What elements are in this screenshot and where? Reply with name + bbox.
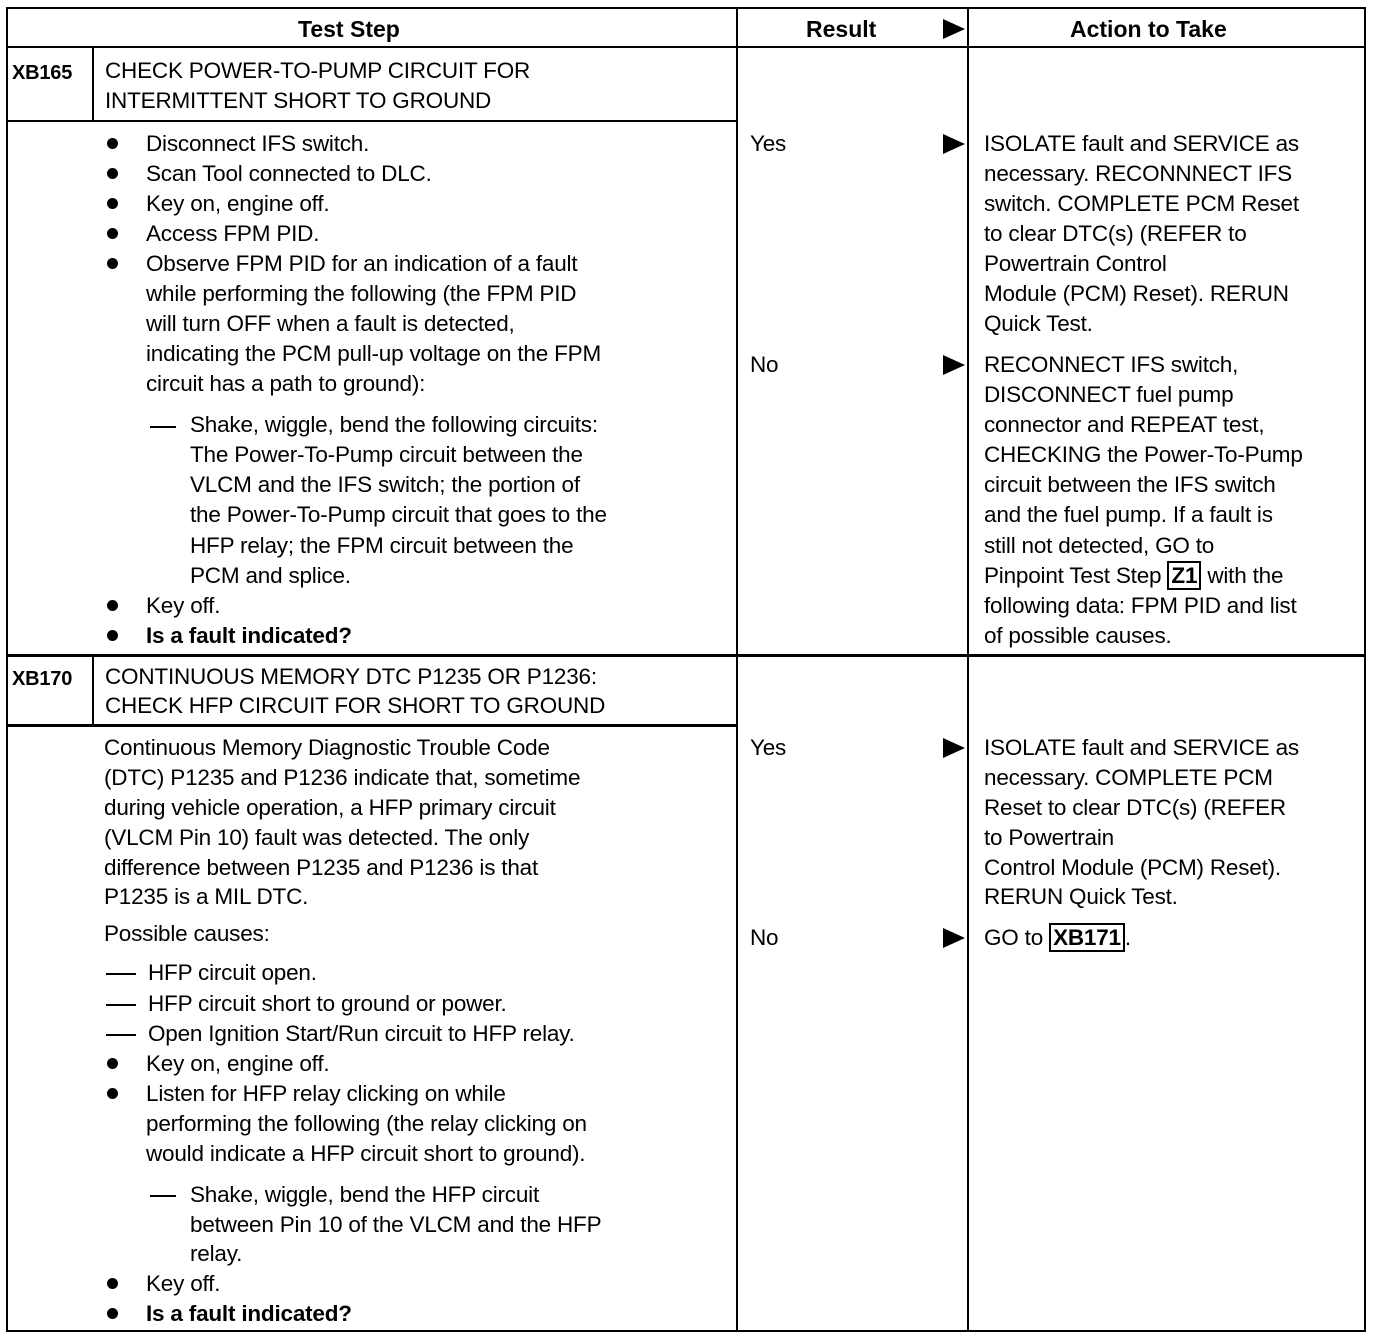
xb170-id-divider	[92, 656, 94, 724]
xb165-step-id: XB165	[12, 62, 73, 84]
xb165-bullet-3: Key on, engine off.	[146, 191, 330, 216]
xb170-no-action	[984, 923, 1131, 953]
dash-icon	[150, 426, 176, 428]
xb170-sub-line-3: relay.	[190, 1241, 243, 1266]
left-border	[6, 7, 8, 1332]
xb165-no-action-9: following data: FPM PID and list	[984, 593, 1297, 618]
xb170-result-yes: Yes	[750, 735, 787, 760]
xb170-cause-2: HFP circuit short to ground or power.	[148, 991, 507, 1016]
xb165-title-line-2: INTERMITTENT SHORT TO GROUND	[105, 88, 492, 113]
bullet-icon	[107, 168, 118, 179]
xb170-cause-3: Open Ignition Start/Run circuit to HFP relay.	[148, 1021, 575, 1046]
header-bottom-border	[6, 46, 1366, 48]
xb165-sub-line-5: HFP relay; the FPM circuit between the	[190, 533, 574, 558]
xb165-no-action-3: connector and REPEAT test,	[984, 412, 1265, 437]
xb165-yes-action-2: necessary. RECONNNECT IFS	[984, 161, 1292, 186]
dash-icon	[150, 1195, 176, 1197]
dash-icon	[106, 973, 136, 975]
xb170-yes-action-6: RERUN Quick Test.	[984, 884, 1178, 909]
xb165-sub-line-1: Shake, wiggle, bend the following circuits:	[190, 412, 598, 437]
bullet-icon	[107, 198, 118, 209]
bullet-icon	[107, 138, 118, 149]
xb170-intro-line-6: P1235 is a MIL DTC.	[104, 884, 309, 909]
xb165-title-underline	[6, 120, 736, 122]
xb170-yes-action-5: Control Module (PCM) Reset).	[984, 855, 1281, 880]
xb170-listen-line-3: would indicate a HFP circuit short to ground).	[146, 1141, 586, 1166]
header-test-step: Test Step	[298, 16, 400, 42]
xb165-no-action-6: and the fuel pump. If a fault is	[984, 502, 1273, 527]
xb170-question: Is a fault indicated?	[146, 1301, 352, 1326]
xb170-yes-action-3: Reset to clear DTC(s) (REFER	[984, 795, 1286, 820]
xb170-listen-line-1: Listen for HFP relay clicking on while	[146, 1081, 506, 1106]
xb165-bullet-1: Disconnect IFS switch.	[146, 131, 370, 156]
xb165-yes-action-7: Quick Test.	[984, 311, 1093, 336]
arrow-icon	[943, 738, 965, 758]
xb170-sub-line-2: between Pin 10 of the VLCM and the HFP	[190, 1212, 602, 1237]
result-column-divider	[736, 7, 738, 1332]
xb170-title-underline	[6, 724, 736, 727]
xb165-sub-line-3: VLCM and the IFS switch; the portion of	[190, 472, 580, 497]
xb165-observe-line-4: indicating the PCM pull-up voltage on the FPM	[146, 341, 601, 366]
bullet-icon	[107, 1058, 118, 1069]
xb170-yes-action-2: necessary. COMPLETE PCM	[984, 765, 1273, 790]
bullet-icon	[107, 630, 118, 641]
dash-icon	[106, 1034, 136, 1036]
xb171-reference-link[interactable]: XB171	[1049, 923, 1125, 952]
xb165-no-action-5: circuit between the IFS switch	[984, 472, 1276, 497]
xb165-no-action-10: of possible causes.	[984, 623, 1172, 648]
dash-icon	[106, 1004, 136, 1006]
xb170-listen-line-2: performing the following (the relay clicking on	[146, 1111, 587, 1136]
xb165-sub-line-6: PCM and splice.	[190, 563, 351, 588]
xb165-no-action-7: still not detected, GO to	[984, 533, 1215, 558]
xb170-no-action-pre: GO to	[984, 925, 1050, 950]
right-border	[1364, 7, 1366, 1332]
xb165-question: Is a fault indicated?	[146, 623, 352, 648]
arrow-icon	[943, 355, 965, 375]
xb170-title-line-2: CHECK HFP CIRCUIT FOR SHORT TO GROUND	[105, 693, 606, 718]
xb165-no-action-2: DISCONNECT fuel pump	[984, 382, 1234, 407]
xb165-yes-action-1: ISOLATE fault and SERVICE as	[984, 131, 1299, 156]
xb165-key-off: Key off.	[146, 593, 221, 618]
xb170-intro-line-1: Continuous Memory Diagnostic Trouble Code	[104, 735, 550, 760]
header-result: Result	[806, 16, 877, 42]
xb170-result-no: No	[750, 925, 779, 950]
xb165-sub-line-4: the Power-To-Pump circuit that goes to the	[190, 502, 607, 527]
xb170-intro-line-5: difference between P1235 and P1236 is that	[104, 855, 539, 880]
xb165-yes-action-5: Powertrain Control	[984, 251, 1167, 276]
xb170-sub-line-1: Shake, wiggle, bend the HFP circuit	[190, 1182, 540, 1207]
xb170-title-line-1: CONTINUOUS MEMORY DTC P1235 OR P1236:	[105, 664, 597, 689]
xb165-observe-line-1: Observe FPM PID for an indication of a fault	[146, 251, 578, 276]
xb170-yes-action-1: ISOLATE fault and SERVICE as	[984, 735, 1299, 760]
header-arrow-icon	[943, 19, 965, 39]
bullet-icon	[107, 1088, 118, 1099]
xb165-result-no: No	[750, 352, 779, 377]
xb170-intro-line-3: during vehicle operation, a HFP primary circuit	[104, 795, 556, 820]
xb165-no-action-8	[984, 561, 1283, 591]
xb170-intro-line-4: (VLCM Pin 10) fault was detected. The only	[104, 825, 530, 850]
xb165-no-action-post: with the	[1201, 563, 1284, 588]
xb165-observe-line-3: will turn OFF when a fault is detected,	[146, 311, 515, 336]
xb165-yes-action-6: Module (PCM) Reset). RERUN	[984, 281, 1289, 306]
bottom-border	[6, 1330, 1366, 1332]
xb165-bullet-2: Scan Tool connected to DLC.	[146, 161, 432, 186]
xb165-bullet-4: Access FPM PID.	[146, 221, 320, 246]
bullet-icon	[107, 258, 118, 269]
xb165-no-action-4: CHECKING the Power-To-Pump	[984, 442, 1303, 467]
xb170-intro-line-2: (DTC) P1235 and P1236 indicate that, sometime	[104, 765, 581, 790]
xb165-title-line-1: CHECK POWER-TO-PUMP CIRCUIT FOR	[105, 58, 531, 83]
xb165-no-action-pre: Pinpoint Test Step	[984, 563, 1168, 588]
header-action: Action to Take	[1070, 16, 1227, 42]
xb165-yes-action-4: to clear DTC(s) (REFER to	[984, 221, 1247, 246]
xb170-yes-action-4: to Powertrain	[984, 825, 1114, 850]
xb170-possible-causes: Possible causes:	[104, 921, 270, 946]
xb170-no-action-post: .	[1124, 925, 1131, 950]
xb170-step-id: XB170	[12, 668, 73, 690]
top-border	[6, 7, 1366, 9]
xb170-key-on: Key on, engine off.	[146, 1051, 330, 1076]
z1-reference-link[interactable]: Z1	[1167, 561, 1201, 590]
xb165-no-action-1: RECONNECT IFS switch,	[984, 352, 1239, 377]
xb170-cause-1: HFP circuit open.	[148, 960, 317, 985]
bullet-icon	[107, 600, 118, 611]
xb165-id-divider	[92, 48, 94, 120]
arrow-icon	[943, 928, 965, 948]
arrow-icon	[943, 134, 965, 154]
step-separator	[6, 654, 1366, 657]
bullet-icon	[107, 1278, 118, 1289]
xb165-observe-line-5: circuit has a path to ground):	[146, 371, 426, 396]
xb170-key-off: Key off.	[146, 1271, 221, 1296]
action-column-divider	[967, 7, 969, 1332]
xb165-observe-line-2: while performing the following (the FPM PID	[146, 281, 577, 306]
xb165-sub-line-2: The Power-To-Pump circuit between the	[190, 442, 583, 467]
bullet-icon	[107, 228, 118, 239]
xb165-result-yes: Yes	[750, 131, 787, 156]
bullet-icon	[107, 1308, 118, 1319]
xb165-yes-action-3: switch. COMPLETE PCM Reset	[984, 191, 1299, 216]
